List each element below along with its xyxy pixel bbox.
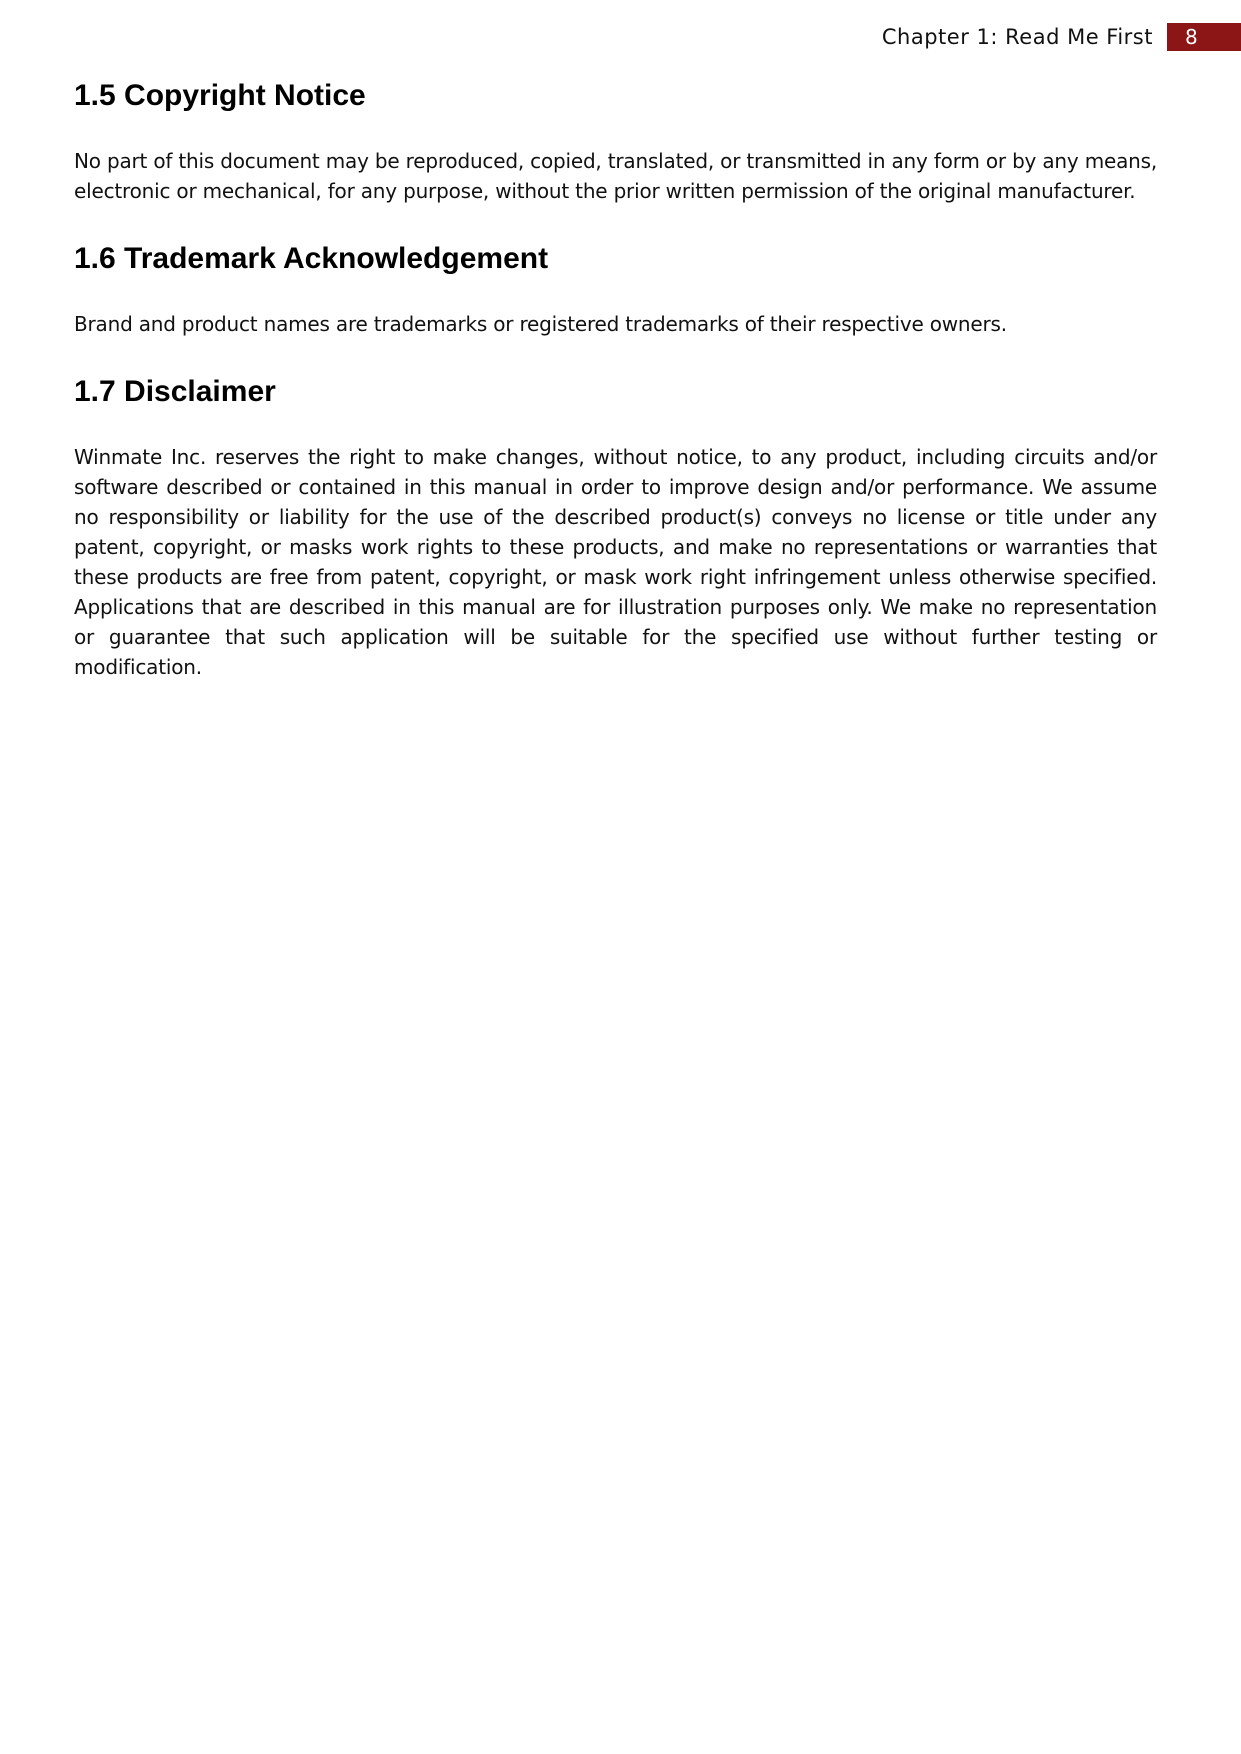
section-body: No part of this document may be reproduced, copied, translated, or transmitted in any form or by any means, electronic or mechanical, for any purpose, without the prior written permission of the original manufacturer. (74, 149, 1157, 203)
section-heading: 1.5 Copyright Notice (74, 79, 366, 112)
section-copyright-notice (74, 72, 1157, 206)
section-trademark-acknowledgement (74, 235, 1157, 339)
chapter-title: Chapter 1: Read Me First (881, 25, 1153, 49)
page-header (882, 22, 1241, 52)
section-body: Brand and product names are trademarks or registered trademarks of their respective owners. (74, 312, 1007, 336)
section-heading: 1.6 Trademark Acknowledgement (74, 242, 549, 275)
section-body: Winmate Inc. reserves the right to make changes, without notice, to any product, including circuits and/or software described or contained in this manual in order to improve design and/or performance. We assume no responsibility or liability for the use of the described product(s) conveys no license or title under any patent, copyright, or masks work rights to these products, and make no representations or warranties that these products are free from patent, copyright, or mask work right infringement unless otherwise specified. Applications that are described in this manual are for illustration purposes only. We make no representation or guarantee that such application will be suitable for the specified use without further testing or modification. (74, 445, 1157, 679)
document-content (74, 72, 1157, 711)
section-disclaimer (74, 368, 1157, 682)
page-number: 8 (1167, 23, 1241, 51)
section-heading: 1.7 Disclaimer (74, 375, 276, 408)
